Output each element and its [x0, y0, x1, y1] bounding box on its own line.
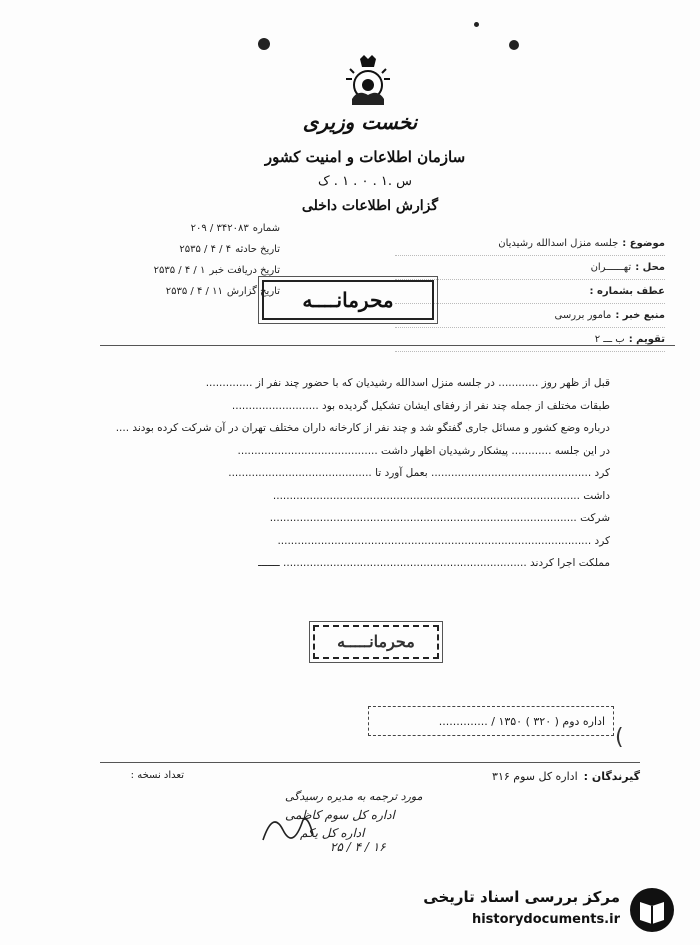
- body-line: مملکت اجرا کردند ......................................................................... ـــــــ: [258, 557, 610, 569]
- handwritten-date: ۱۶ / ۴ / ۲۵: [330, 840, 386, 854]
- meta-place: محل :تهــــــران: [395, 256, 665, 280]
- header-organization: سازمان اطلاعات و امنیت کشور: [264, 148, 466, 166]
- body-line: داشت ............................................................................................: [272, 489, 610, 502]
- meta-rating: تقویم :ب ـــ ۲: [395, 328, 665, 352]
- metadata-left: [130, 218, 280, 302]
- scan-speck: [258, 38, 270, 50]
- margin-bracket: (: [615, 725, 624, 750]
- scan-speck: [474, 22, 479, 27]
- meta-source: منبع خبر :مامور بررسی: [395, 304, 665, 328]
- scan-speck: [509, 40, 519, 50]
- watermark-url: historydocuments.ir: [471, 912, 620, 927]
- body-line: قبل از ظهر روز ............ در جلسه منزل اسدالله رشیدیان که با حضور چند نفر از ..............: [205, 377, 610, 389]
- meta-reference: عطف بشماره :: [395, 280, 665, 304]
- handwritten-note: اداره کل سوم کاظمی: [285, 808, 395, 822]
- handwritten-signature: [258, 800, 318, 850]
- handwritten-note: مورد ترجمه به مدیره رسیدگی: [285, 790, 423, 803]
- meta-received-date: تاریخ دریافت خبر۱ / ۴ / ۲۵۳۵: [153, 265, 280, 276]
- office-receipt-stamp: اداره دوم ( ۳۲۰ ) ۱۳۵۰ / ..............: [368, 706, 614, 736]
- body-line: کرد ................................................ بعمل آورد تا ...........................................: [228, 467, 610, 479]
- report-body: [100, 372, 610, 575]
- body-line: طبقات مختلف از جمله چند نفر از رفقای ایشان تشکیل گردیده بود ..........................: [231, 399, 610, 412]
- watermark-name: مرکز بررسی اسناد تاریخی: [423, 888, 620, 906]
- header-code: س .۱ . ۰ . ۱ . ک: [318, 174, 412, 189]
- meta-subject: موضوع :جلسه منزل اسدالله رشیدیان: [395, 232, 665, 256]
- confidential-stamp-top: محرمانــــه: [262, 280, 434, 320]
- meta-number: شماره۳۴۲۰۸۳ / ۲۰۹: [190, 223, 280, 234]
- confidential-stamp-middle: محرمانـــــه: [313, 625, 439, 659]
- metadata-right: [395, 232, 665, 352]
- body-line: در این جلسه ............ پیشکار رشیدیان اظهار داشت ..........................................: [237, 444, 610, 457]
- book-circle-logo-icon: [628, 886, 676, 934]
- copies-count: تعداد نسخه :: [130, 770, 184, 781]
- lion-and-sun-emblem-icon: [338, 55, 398, 115]
- body-line: شرکت ............................................................................................: [269, 512, 610, 524]
- divider-line: [100, 345, 675, 346]
- handwritten-note: اداره کل یکم: [300, 826, 365, 840]
- header-report-type: گزارش اطلاعات داخلی: [301, 198, 439, 214]
- header-title: نخست وزیری: [302, 110, 418, 134]
- body-line: درباره وضع کشور و مسائل جاری گفتگو شد و چند نفر از کارخانه داران مختلف تهران در آن شرکت کرده بودند ....: [115, 422, 610, 434]
- meta-report-date: تاریخ گزارش۱۱ / ۴ / ۲۵۳۵: [165, 286, 280, 297]
- body-line: کرد ..............................................................................................: [277, 534, 610, 547]
- divider-line: [100, 762, 640, 763]
- distribution-line: گیرندگان :اداره کل سوم ۳۱۶: [492, 770, 640, 783]
- meta-event-date: تاریخ حادثه۴ / ۴ / ۲۵۳۵: [179, 244, 280, 255]
